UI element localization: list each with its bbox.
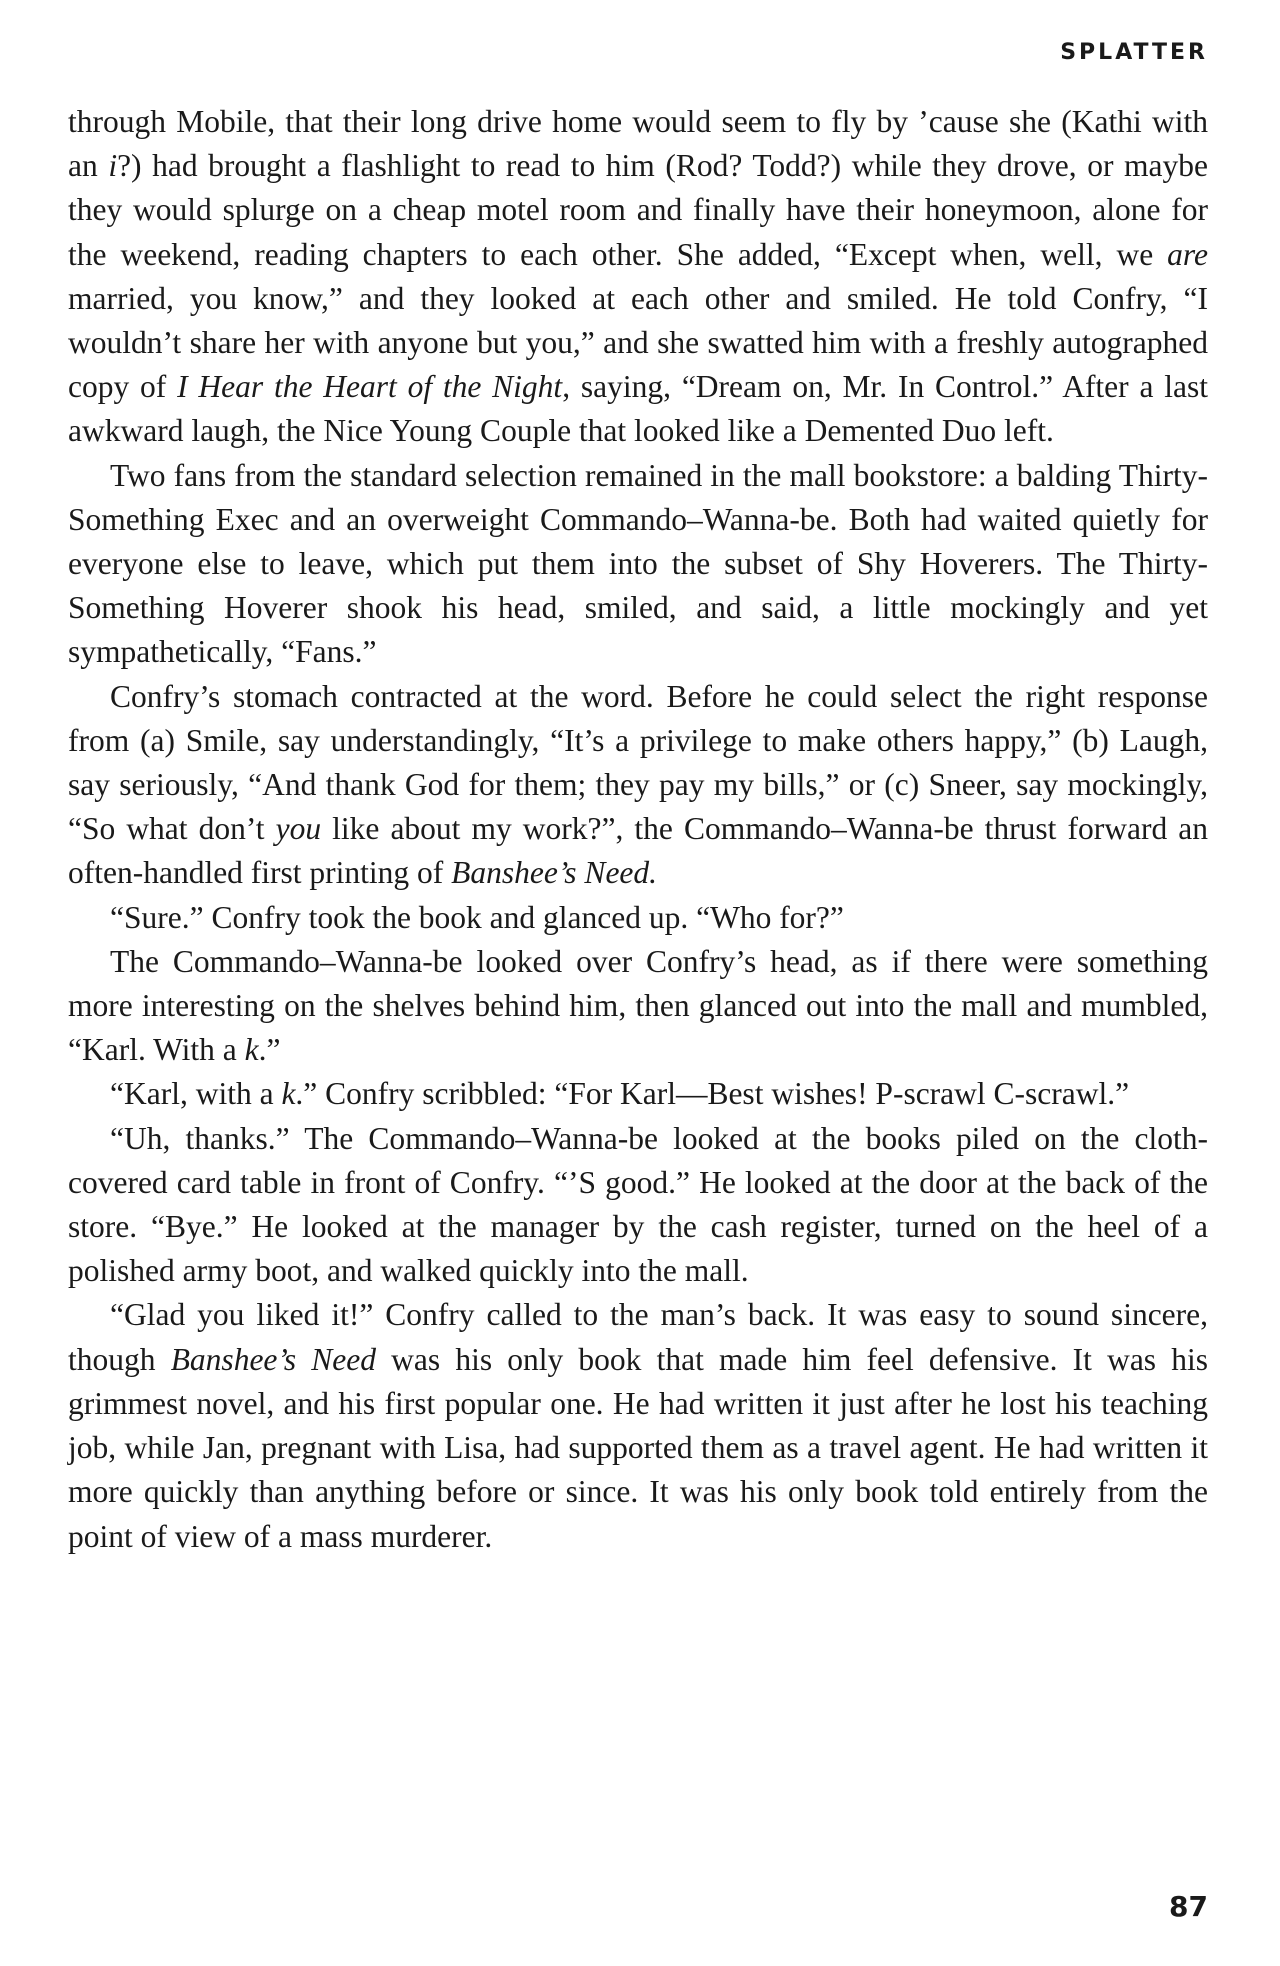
text-segment: like about my work?”, the Commando–Wanna-be thrust forward an often-handled first printing of: [68, 811, 1208, 891]
paragraph: [68, 940, 1208, 1073]
italic-segment: you: [275, 811, 322, 847]
paragraph: [68, 454, 1208, 675]
paragraph: [68, 675, 1208, 896]
paragraph: [68, 1117, 1208, 1294]
paragraph: [68, 1072, 1208, 1116]
running-head: SPLATTER: [1060, 40, 1208, 65]
book-title: Banshee’s Need.: [451, 855, 658, 891]
italic-segment: i: [108, 148, 118, 184]
text-segment: The Commando–Wanna-be looked over Confry’s head, as if there were something more interesting on the shelves behind him, then glanced out into the mall and mumbled, “Karl. With a: [68, 943, 1208, 1068]
page-number: 87: [1169, 1890, 1208, 1923]
text-segment: married, you know,” and they looked at each other and smiled. He told Confry, “I wouldn’t share her with anyone but you,” and she swatted him with a freshly autographed copy of: [68, 280, 1208, 405]
italic-segment: k: [244, 1032, 259, 1068]
paragraph: [68, 100, 1208, 454]
text-segment: Confry’s stomach contracted at the word. Before he could select the right response from (a) Smile, say understandingly, “It’s a privilege to make others happy,” (b) Laugh, say seriously, “And thank God for them; they pay my bills,” or (c) Sneer, say mockingly, “So what don’t: [68, 678, 1208, 847]
book-title: Banshee’s Need: [170, 1341, 376, 1377]
italic-segment: are: [1167, 236, 1208, 272]
paragraph: [68, 896, 1208, 940]
body-text: [68, 100, 1208, 1559]
text-segment: Two fans from the standard selection remained in the mall bookstore: a balding Thirty-Something Exec and an overweight Commando–Wanna-be. Both had waited quietly for everyone else to leave, which put them into the subset of Shy Hoverers. The Thirty-Something Hoverer shook his head, smiled, and said, a little mockingly and yet sympathetically, “Fans.”: [68, 457, 1208, 670]
text-segment: was his only book that made him feel defensive. It was his grimmest novel, and his first popular one. He had written it just after he lost his teaching job, while Jan, pregnant with Lisa, had supported them as a travel agent. He had written it more quickly than anything before or since. It was his only book told entirely from the point of view of a mass murderer.: [68, 1341, 1208, 1554]
text-segment: “Uh, thanks.” The Commando–Wanna-be looked at the books piled on the cloth-covered card table in front of Confry. “’S good.” He looked at the door at the back of the store. “Bye.” He looked at the manager by the cash register, turned on the heel of a polished army boot, and walked quickly into the mall.: [68, 1120, 1208, 1289]
text-segment: ?) had brought a flashlight to read to him (Rod? Todd?) while they drove, or maybe they would splurge on a cheap motel room and finally have their honeymoon, alone for the weekend, reading chapters to each other. She added, “Except when, well, we: [68, 148, 1209, 272]
paragraph: [68, 1293, 1208, 1558]
text-segment: “Karl, with a: [110, 1076, 282, 1112]
text-segment: “Sure.” Confry took the book and glanced up. “Who for?”: [110, 899, 844, 935]
text-segment: through Mobile, that their long drive home would seem to fly by ’cause she (Kathi with an: [68, 104, 1208, 184]
text-segment: , saying, “Dream on, Mr. In Control.” After a last awkward laugh, the Nice Young Couple that looked like a Demented Duo left.: [68, 369, 1209, 449]
text-segment: .”: [258, 1032, 281, 1068]
italic-segment: k: [281, 1076, 296, 1112]
text-segment: “Glad you liked it!” Confry called to the man’s back. It was easy to sound sincere, though: [68, 1297, 1208, 1377]
book-title: I Hear the Heart of the Night: [177, 369, 563, 405]
text-segment: .” Confry scribbled: “For Karl—Best wishes! P-scrawl C-scrawl.”: [295, 1076, 1130, 1112]
